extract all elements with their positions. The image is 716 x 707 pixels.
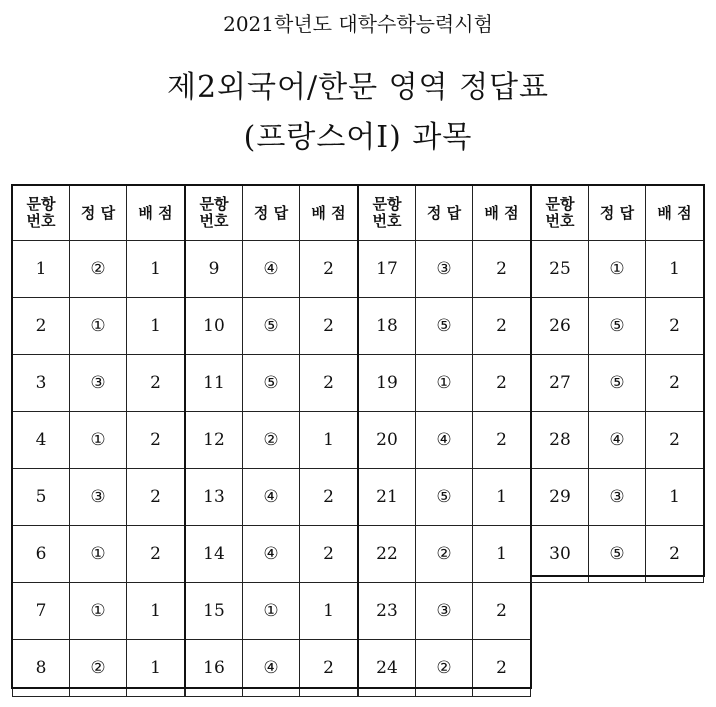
table-row <box>13 526 185 583</box>
answer-value: ① <box>69 583 126 640</box>
table-row <box>359 469 531 526</box>
table-row <box>186 469 358 526</box>
table-row <box>13 469 185 526</box>
table-row <box>186 412 358 469</box>
answer-header: 정 답 <box>588 186 645 241</box>
answer-value: ① <box>415 355 472 412</box>
answer-value: ④ <box>415 412 472 469</box>
question-number: 3 <box>13 355 70 412</box>
answer-value: ② <box>69 640 126 697</box>
question-number: 1 <box>13 241 70 298</box>
answer-value: ② <box>415 640 472 697</box>
question-number: 4 <box>13 412 70 469</box>
header-row <box>13 186 185 241</box>
table-row <box>13 355 185 412</box>
answer-value: ① <box>69 412 126 469</box>
question-number: 19 <box>359 355 416 412</box>
question-number: 23 <box>359 583 416 640</box>
answer-value: ③ <box>69 355 126 412</box>
answer-value: ③ <box>588 469 645 526</box>
answer-value: ② <box>415 526 472 583</box>
answer-value: ④ <box>242 640 299 697</box>
points-value: 1 <box>299 583 357 640</box>
question-number: 24 <box>359 640 416 697</box>
table-row <box>186 526 358 583</box>
answer-block-4 <box>531 185 704 583</box>
question-number: 7 <box>13 583 70 640</box>
answer-value: ⑤ <box>588 298 645 355</box>
question-number: 11 <box>186 355 243 412</box>
table-row <box>532 241 704 298</box>
table-row <box>186 241 358 298</box>
question-number: 30 <box>532 526 589 583</box>
table-row <box>359 526 531 583</box>
answer-value: ⑤ <box>415 298 472 355</box>
table-row <box>532 469 704 526</box>
points-value: 2 <box>299 526 357 583</box>
header-row <box>186 186 358 241</box>
table-row <box>359 583 531 640</box>
table-row <box>359 241 531 298</box>
table-row <box>359 355 531 412</box>
points-value: 2 <box>299 241 357 298</box>
question-number: 17 <box>359 241 416 298</box>
table-row <box>359 412 531 469</box>
points-value: 1 <box>126 298 184 355</box>
points-value: 2 <box>645 298 703 355</box>
answer-value: ④ <box>242 526 299 583</box>
points-value: 2 <box>472 583 530 640</box>
answer-value: ⑤ <box>588 355 645 412</box>
question-number: 2 <box>13 298 70 355</box>
answer-value: ④ <box>242 469 299 526</box>
answer-value: ① <box>69 526 126 583</box>
table-row <box>532 412 704 469</box>
answer-value: ① <box>69 298 126 355</box>
points-value: 2 <box>299 469 357 526</box>
answer-header: 정 답 <box>415 186 472 241</box>
question-number: 20 <box>359 412 416 469</box>
points-value: 1 <box>472 526 530 583</box>
question-number: 8 <box>13 640 70 697</box>
question-number: 15 <box>186 583 243 640</box>
points-value: 1 <box>299 412 357 469</box>
table-row <box>532 298 704 355</box>
table-row <box>13 583 185 640</box>
points-value: 1 <box>126 640 184 697</box>
points-header: 배 점 <box>472 186 530 241</box>
answer-value: ④ <box>242 241 299 298</box>
table-row <box>532 526 704 583</box>
question-number: 12 <box>186 412 243 469</box>
answer-value: ④ <box>588 412 645 469</box>
table-row <box>359 298 531 355</box>
answer-value: ⑤ <box>588 526 645 583</box>
answer-value: ③ <box>415 241 472 298</box>
points-header: 배 점 <box>645 186 703 241</box>
points-value: 2 <box>126 469 184 526</box>
points-value: 2 <box>126 412 184 469</box>
question-number: 21 <box>359 469 416 526</box>
answer-value: ② <box>69 241 126 298</box>
points-value: 2 <box>472 640 530 697</box>
answer-header: 정 답 <box>242 186 299 241</box>
subject-subtitle: (프랑스어Ⅰ) 과목 <box>243 120 473 155</box>
table-row <box>13 640 185 697</box>
answer-header: 정 답 <box>69 186 126 241</box>
question-number: 27 <box>532 355 589 412</box>
table-row <box>359 640 531 697</box>
table-row <box>532 355 704 412</box>
points-header: 배 점 <box>299 186 357 241</box>
question-number: 25 <box>532 241 589 298</box>
question-number-header: 문항 번호 <box>186 186 243 241</box>
answer-value: ③ <box>69 469 126 526</box>
page-title: 제2외국어/한문 영역 정답표 <box>166 70 550 105</box>
points-value: 2 <box>645 412 703 469</box>
table-row <box>186 298 358 355</box>
points-value: 2 <box>126 355 184 412</box>
question-number: 29 <box>532 469 589 526</box>
question-number: 22 <box>359 526 416 583</box>
points-value: 2 <box>126 526 184 583</box>
points-value: 2 <box>299 355 357 412</box>
answer-value: ⑤ <box>242 355 299 412</box>
points-value: 1 <box>126 583 184 640</box>
question-number: 18 <box>359 298 416 355</box>
table-row <box>13 298 185 355</box>
table-row <box>186 583 358 640</box>
points-value: 2 <box>472 412 530 469</box>
question-number: 26 <box>532 298 589 355</box>
table-row <box>186 355 358 412</box>
question-number-header: 문항 번호 <box>13 186 70 241</box>
question-number: 16 <box>186 640 243 697</box>
question-number-header: 문항 번호 <box>359 186 416 241</box>
header-row <box>359 186 531 241</box>
points-value: 1 <box>645 241 703 298</box>
points-value: 2 <box>299 298 357 355</box>
points-value: 2 <box>472 298 530 355</box>
answer-value: ⑤ <box>242 298 299 355</box>
points-header: 배 점 <box>126 186 184 241</box>
question-number: 6 <box>13 526 70 583</box>
points-value: 1 <box>645 469 703 526</box>
points-value: 1 <box>472 469 530 526</box>
answer-value: ③ <box>415 583 472 640</box>
points-value: 1 <box>126 241 184 298</box>
question-number: 13 <box>186 469 243 526</box>
answer-block-1 <box>12 185 185 697</box>
answer-value: ① <box>242 583 299 640</box>
answer-block-3 <box>358 185 531 697</box>
points-value: 2 <box>645 526 703 583</box>
points-value: 2 <box>645 355 703 412</box>
answer-value: ⑤ <box>415 469 472 526</box>
exam-title: 2021학년도 대학수학능력시험 <box>223 12 493 36</box>
question-number: 28 <box>532 412 589 469</box>
answer-value: ② <box>242 412 299 469</box>
header-row <box>532 186 704 241</box>
table-row <box>13 241 185 298</box>
table-row <box>13 412 185 469</box>
points-value: 2 <box>299 640 357 697</box>
question-number: 9 <box>186 241 243 298</box>
answer-block-2 <box>185 185 358 697</box>
points-value: 2 <box>472 355 530 412</box>
question-number: 10 <box>186 298 243 355</box>
question-number: 5 <box>13 469 70 526</box>
question-number-header: 문항 번호 <box>532 186 589 241</box>
table-row <box>186 640 358 697</box>
points-value: 2 <box>472 241 530 298</box>
question-number: 14 <box>186 526 243 583</box>
answer-value: ① <box>588 241 645 298</box>
